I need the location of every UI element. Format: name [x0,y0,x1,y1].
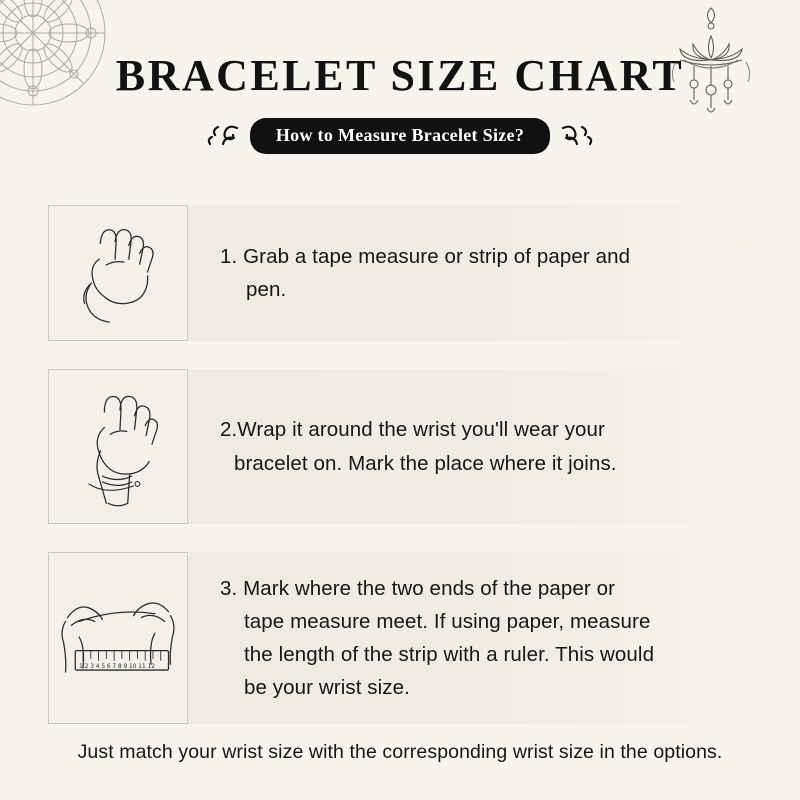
steps-list [48,205,756,752]
list-item [48,369,756,524]
page-title: BRACELET SIZE CHART [115,51,685,100]
swirl-flourish-icon-right [560,123,594,149]
swirl-flourish-icon-left [206,123,240,149]
step-3-text [188,552,756,724]
step-2-text [188,369,756,524]
step-3-figure [48,552,188,724]
step-1-figure [48,205,188,341]
step-1-line-1: 1. Grab a tape measure or strip of paper and [220,244,631,268]
hand-wrapping-wrist-icon [59,379,177,515]
footer-note: Just match your wrist size with the corresponding wrist size in the options. [77,741,723,763]
step-3-line-2: tape measure meet. If using paper, measure [244,609,651,633]
step-2-figure [48,369,188,524]
list-item [48,205,756,341]
step-3-line-3: the length of the strip with a ruler. This would [244,643,655,666]
step-1-text [188,205,756,341]
step-3-line-4: be your wrist size. [244,676,410,700]
list-item [48,552,756,724]
page-header [0,52,800,154]
step-3-line-1: 3. Mark where the two ends of the paper or [220,576,616,600]
hands-measuring-ruler-icon [50,565,186,711]
svg-text:1 2 3 4 5 6 7 8 9 10 11 12: 1 2 3 4 5 6 7 8 9 10 11 12 [79,664,155,671]
hand-holding-tape-icon [59,214,177,332]
step-1-line-2: pen. [246,278,287,301]
subtitle-row [0,118,800,154]
step-2-line-1: 2.Wrap it around the wrist you'll wear your [220,418,605,442]
subtitle-badge: How to Measure Bracelet Size? [250,118,550,154]
step-2-line-2: bracelet on. Mark the place where it joins. [234,451,617,475]
